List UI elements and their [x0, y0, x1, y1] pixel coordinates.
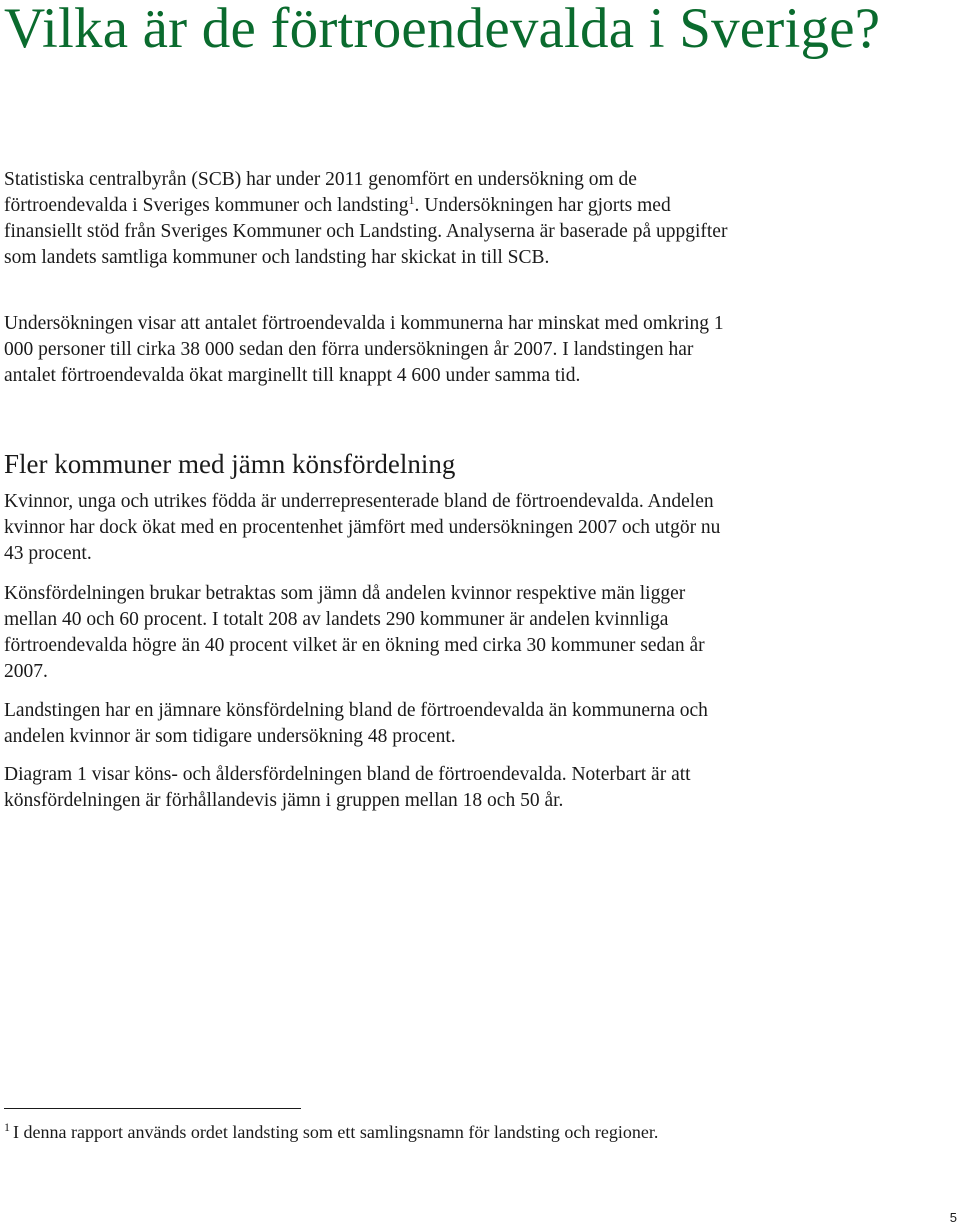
- section-paragraph-4: Diagram 1 visar köns- och åldersfördelningen bland de förtroendevalda. Noterbart är att könsfördelningen är förhållandevis jämn i gruppen mellan 18 och 50 år.: [4, 764, 691, 811]
- footnote: [4, 1120, 704, 1145]
- intro-paragraph-2: Undersökningen visar att antalet förtroendevalda i kommunerna har minskat med omkring 1 000 personer till cirka 38 000 sedan den förra undersökningen år 2007. I landstingen har antalet förtroendevalda ökat marginellt till knappt 4 600 under samma tid.: [4, 313, 724, 386]
- intro-paragraph-1: [4, 167, 734, 271]
- page-title: Vilka är de förtroendevalda i Sverige?: [4, 0, 881, 60]
- intro-paragraph-1-text-continued: . Undersökningen har gjorts med finansiellt stöd från Sveriges Kommuner och Landsting. Analyserna är baserade på uppgifter som landets samtliga kommuner och landsting har skickat in till SCB.: [4, 195, 728, 268]
- section-heading: Fler kommuner med jämn könsfördelning: [4, 449, 456, 479]
- section-paragraph-3: Landstingen har en jämnare könsfördelning bland de förtroendevalda än kommunerna och andelen kvinnor är som tidigare undersökning 48 procent.: [4, 700, 708, 747]
- footnote-marker: 1: [4, 1120, 10, 1134]
- section-paragraph-2: Könsfördelningen brukar betraktas som jämn då andelen kvinnor respektive män ligger mellan 40 och 60 procent. I totalt 208 av landets 290 kommuner är andelen kvinnliga förtroendevalda högre än 40 procent vilket är en ökning med cirka 30 kommuner sedan år 2007.: [4, 583, 705, 682]
- page-number: 5: [949, 1210, 957, 1225]
- footnote-text: I denna rapport används ordet landsting som ett samlingsnamn för landsting och regioner.: [13, 1122, 659, 1142]
- footnote-reference: 1: [408, 193, 415, 207]
- intro-paragraph-1-text: Statistiska centralbyrån (SCB) har under 2011 genomfört en undersökning om de förtroendevalda i Sveriges kommuner och landsting: [4, 169, 637, 216]
- footnote-divider: [4, 1108, 301, 1109]
- section-paragraph-1: Kvinnor, unga och utrikes födda är underrepresenterade bland de förtroendevalda. Andelen kvinnor har dock ökat med en procentenhet jämfört med undersökningen 2007 och utgör nu 43 procent.: [4, 491, 721, 564]
